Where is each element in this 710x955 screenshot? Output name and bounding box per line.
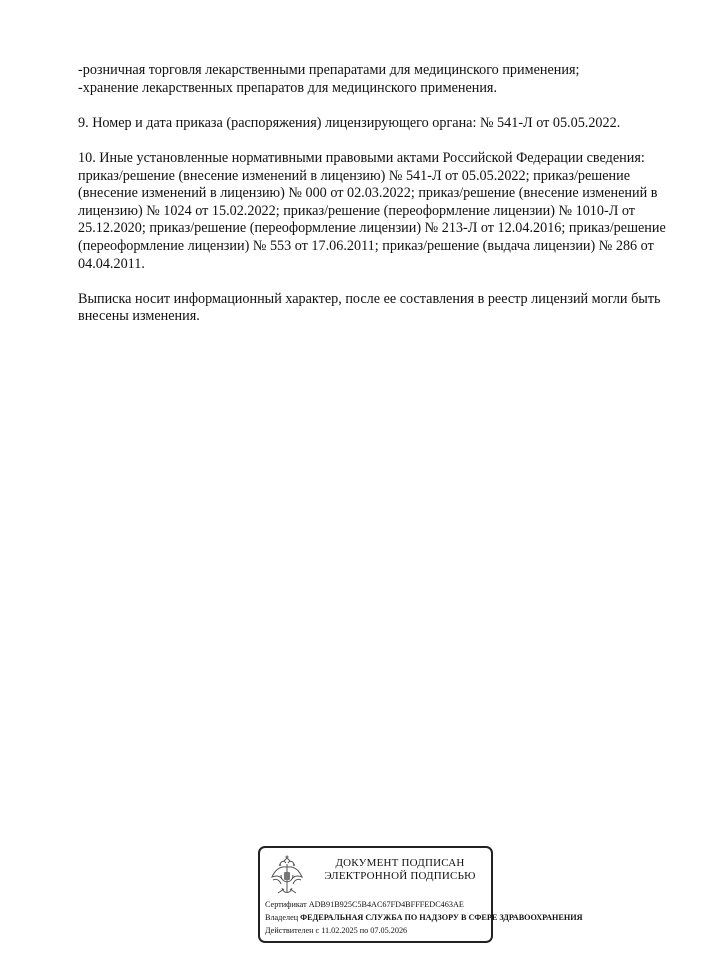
other-information-line: 10. Иные установленные нормативными правовыми актами Российской Федерации сведения: xyxy=(78,149,645,166)
registry-notice-line: внесены изменения. xyxy=(78,308,200,325)
russian-coat-of-arms-icon xyxy=(268,853,306,899)
certificate-value: ADB91B925C5B4AC67FD4BFFFEDC463AE xyxy=(308,900,464,909)
owner-value: ФЕДЕРАЛЬНАЯ СЛУЖБА ПО НАДЗОРУ В СФЕРЕ ЗДРАВООХРАНЕНИЯ xyxy=(300,913,583,922)
stamp-title xyxy=(310,857,490,883)
other-information-line: 04.04.2011. xyxy=(78,255,145,272)
paragraph-gap xyxy=(78,132,678,150)
owner-line xyxy=(265,913,583,923)
other-information-line: (внесение изменений в лицензию) № 000 от 02.03.2022; приказ/решение (внесение изменений в xyxy=(78,185,658,202)
electronic-signature-stamp xyxy=(258,846,583,943)
license-activity-line: -хранение лекарственных препаратов для медицинского применения. xyxy=(78,79,498,96)
certificate-label: Сертификат xyxy=(265,900,307,909)
order-number-and-date: 9. Номер и дата приказа (распоряжения) лицензирующего органа: № 541-Л от 05.05.2022. xyxy=(78,114,621,131)
paragraph-gap xyxy=(78,97,678,115)
license-activity-line: -розничная торговля лекарственными препаратами для медицинского применения; xyxy=(78,62,580,78)
certificate-line xyxy=(265,900,464,910)
other-information-line: 25.12.2020; приказ/решение (переоформление лицензии) № 213-Л от 12.04.2016; приказ/решение xyxy=(78,220,666,237)
registry-notice-line: Выписка носит информационный характер, после ее составления в реестр лицензий могли быть xyxy=(78,290,661,307)
document-body xyxy=(78,62,678,326)
validity-line: Действителен с 11.02.2025 по 07.05.2026 xyxy=(265,926,408,935)
other-information-line: приказ/решение (внесение изменений в лицензию) № 541-Л от 05.05.2022; приказ/решение xyxy=(78,167,630,184)
owner-label: Владелец xyxy=(265,913,299,922)
other-information-line: (переоформление лицензии) № 553 от 17.06.2011; приказ/решение (выдача лицензии) № 286 от xyxy=(78,237,654,254)
paragraph-gap xyxy=(78,273,678,291)
stamp-title-line: ЭЛЕКТРОННОЙ ПОДПИСЬЮ xyxy=(324,870,476,882)
other-information-line: лицензию) № 1024 от 15.02.2022; приказ/решение (переоформление лицензии) № 1010-Л от xyxy=(78,202,635,219)
stamp-title-line: ДОКУМЕНТ ПОДПИСАН xyxy=(335,857,465,869)
